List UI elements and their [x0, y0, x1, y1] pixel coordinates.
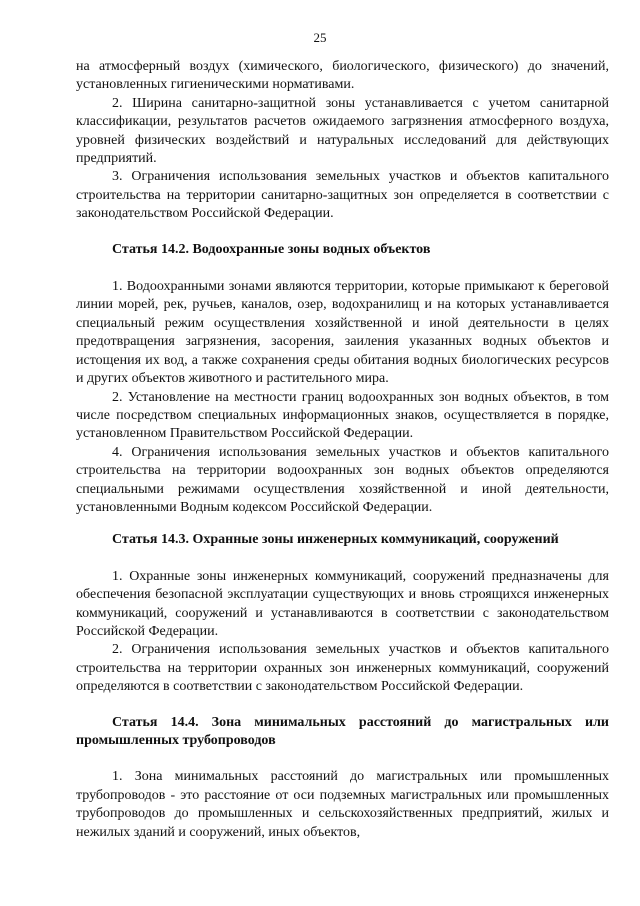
article-14-3-title: Статья 14.3. Охранные зоны инженерных коммуникаций, сооружений [112, 532, 559, 548]
paragraph-sanitary-zone-restrictions: 3. Ограничения использования земельных участков и объектов капитального строительства на территории санитарно-защитных зон определяется в соответствии с законодательством Российской Федерации. [76, 169, 609, 222]
article-14-3-paragraph-2: 2. Ограничения использования земельных участков и объектов капитального строительства на территории охранных зон инженерных коммуникаций, сооружений определяются в соответствии с законодательством Российской Федерации. [76, 642, 609, 695]
article-14-4-title: Статья 14.4. Зона минимальных расстояний до магистральных или промышленных трубопроводов [76, 714, 609, 748]
article-14-2-paragraph-1: 1. Водоохранными зонами являются территории, которые примыкают к береговой линии морей, рек, ручьев, каналов, озер, водохранилищ и на которых устанавливается специальный режим осуществления хозяйственной и иной деятельности в целях предотвращения загрязнения, засорения, заиления указанных водных объектов и истощения их вод, а также сохранения среды обитания водных биологических ресурсов и других объектов животного и растительного мира. [76, 279, 609, 387]
paragraph-intro-continuation: на атмосферный воздух (химического, биологического, физического) до значений, установленных гигиеническими нормативами. [76, 59, 609, 93]
article-14-3-paragraph-1: 1. Охранные зоны инженерных коммуникаций, сооружений предназначены для обеспечения безопасной эксплуатации существующих и вновь строящихся инженерных коммуникаций, сооружений и устанавливаются в соответствии с законодательством Российской Федерации. [76, 568, 609, 639]
paragraph-sanitary-zone-width: 2. Ширина санитарно-защитной зоны устанавливается с учетом санитарной классификации, результатов расчетов ожидаемого загрязнения атмосферного воздуха, уровней физических воздействий и натуральных исследований для действующих предприятий. [76, 95, 609, 167]
page-number: 25 [313, 30, 327, 45]
article-14-2-paragraph-4: 4. Ограничения использования земельных участков и объектов капитального строительства на территории водоохранных зон водных объектов определяются специальными режимами осуществления хозяйственной и иной деятельности, установленными Водным кодексом Российской Федерации. [76, 444, 609, 515]
document-body [76, 58, 609, 842]
article-14-2-title: Статья 14.2. Водоохранные зоны водных объектов [112, 241, 431, 257]
article-14-2-paragraph-2: 2. Установление на местности границ водоохранных зон водных объектов, в том числе посредством специальных информационных знаков, осуществляется в порядке, установленном Правительством Российской Федерации. [76, 389, 609, 442]
article-14-4-paragraph-1: 1. Зона минимальных расстояний до магистральных или промышленных трубопроводов - это расстояние от оси подземных магистральных или промышленных трубопроводов до промышленных и сельскохозяйственных предприятий, жилых и нежилых зданий и сооружений, иных объектов, [76, 769, 609, 840]
